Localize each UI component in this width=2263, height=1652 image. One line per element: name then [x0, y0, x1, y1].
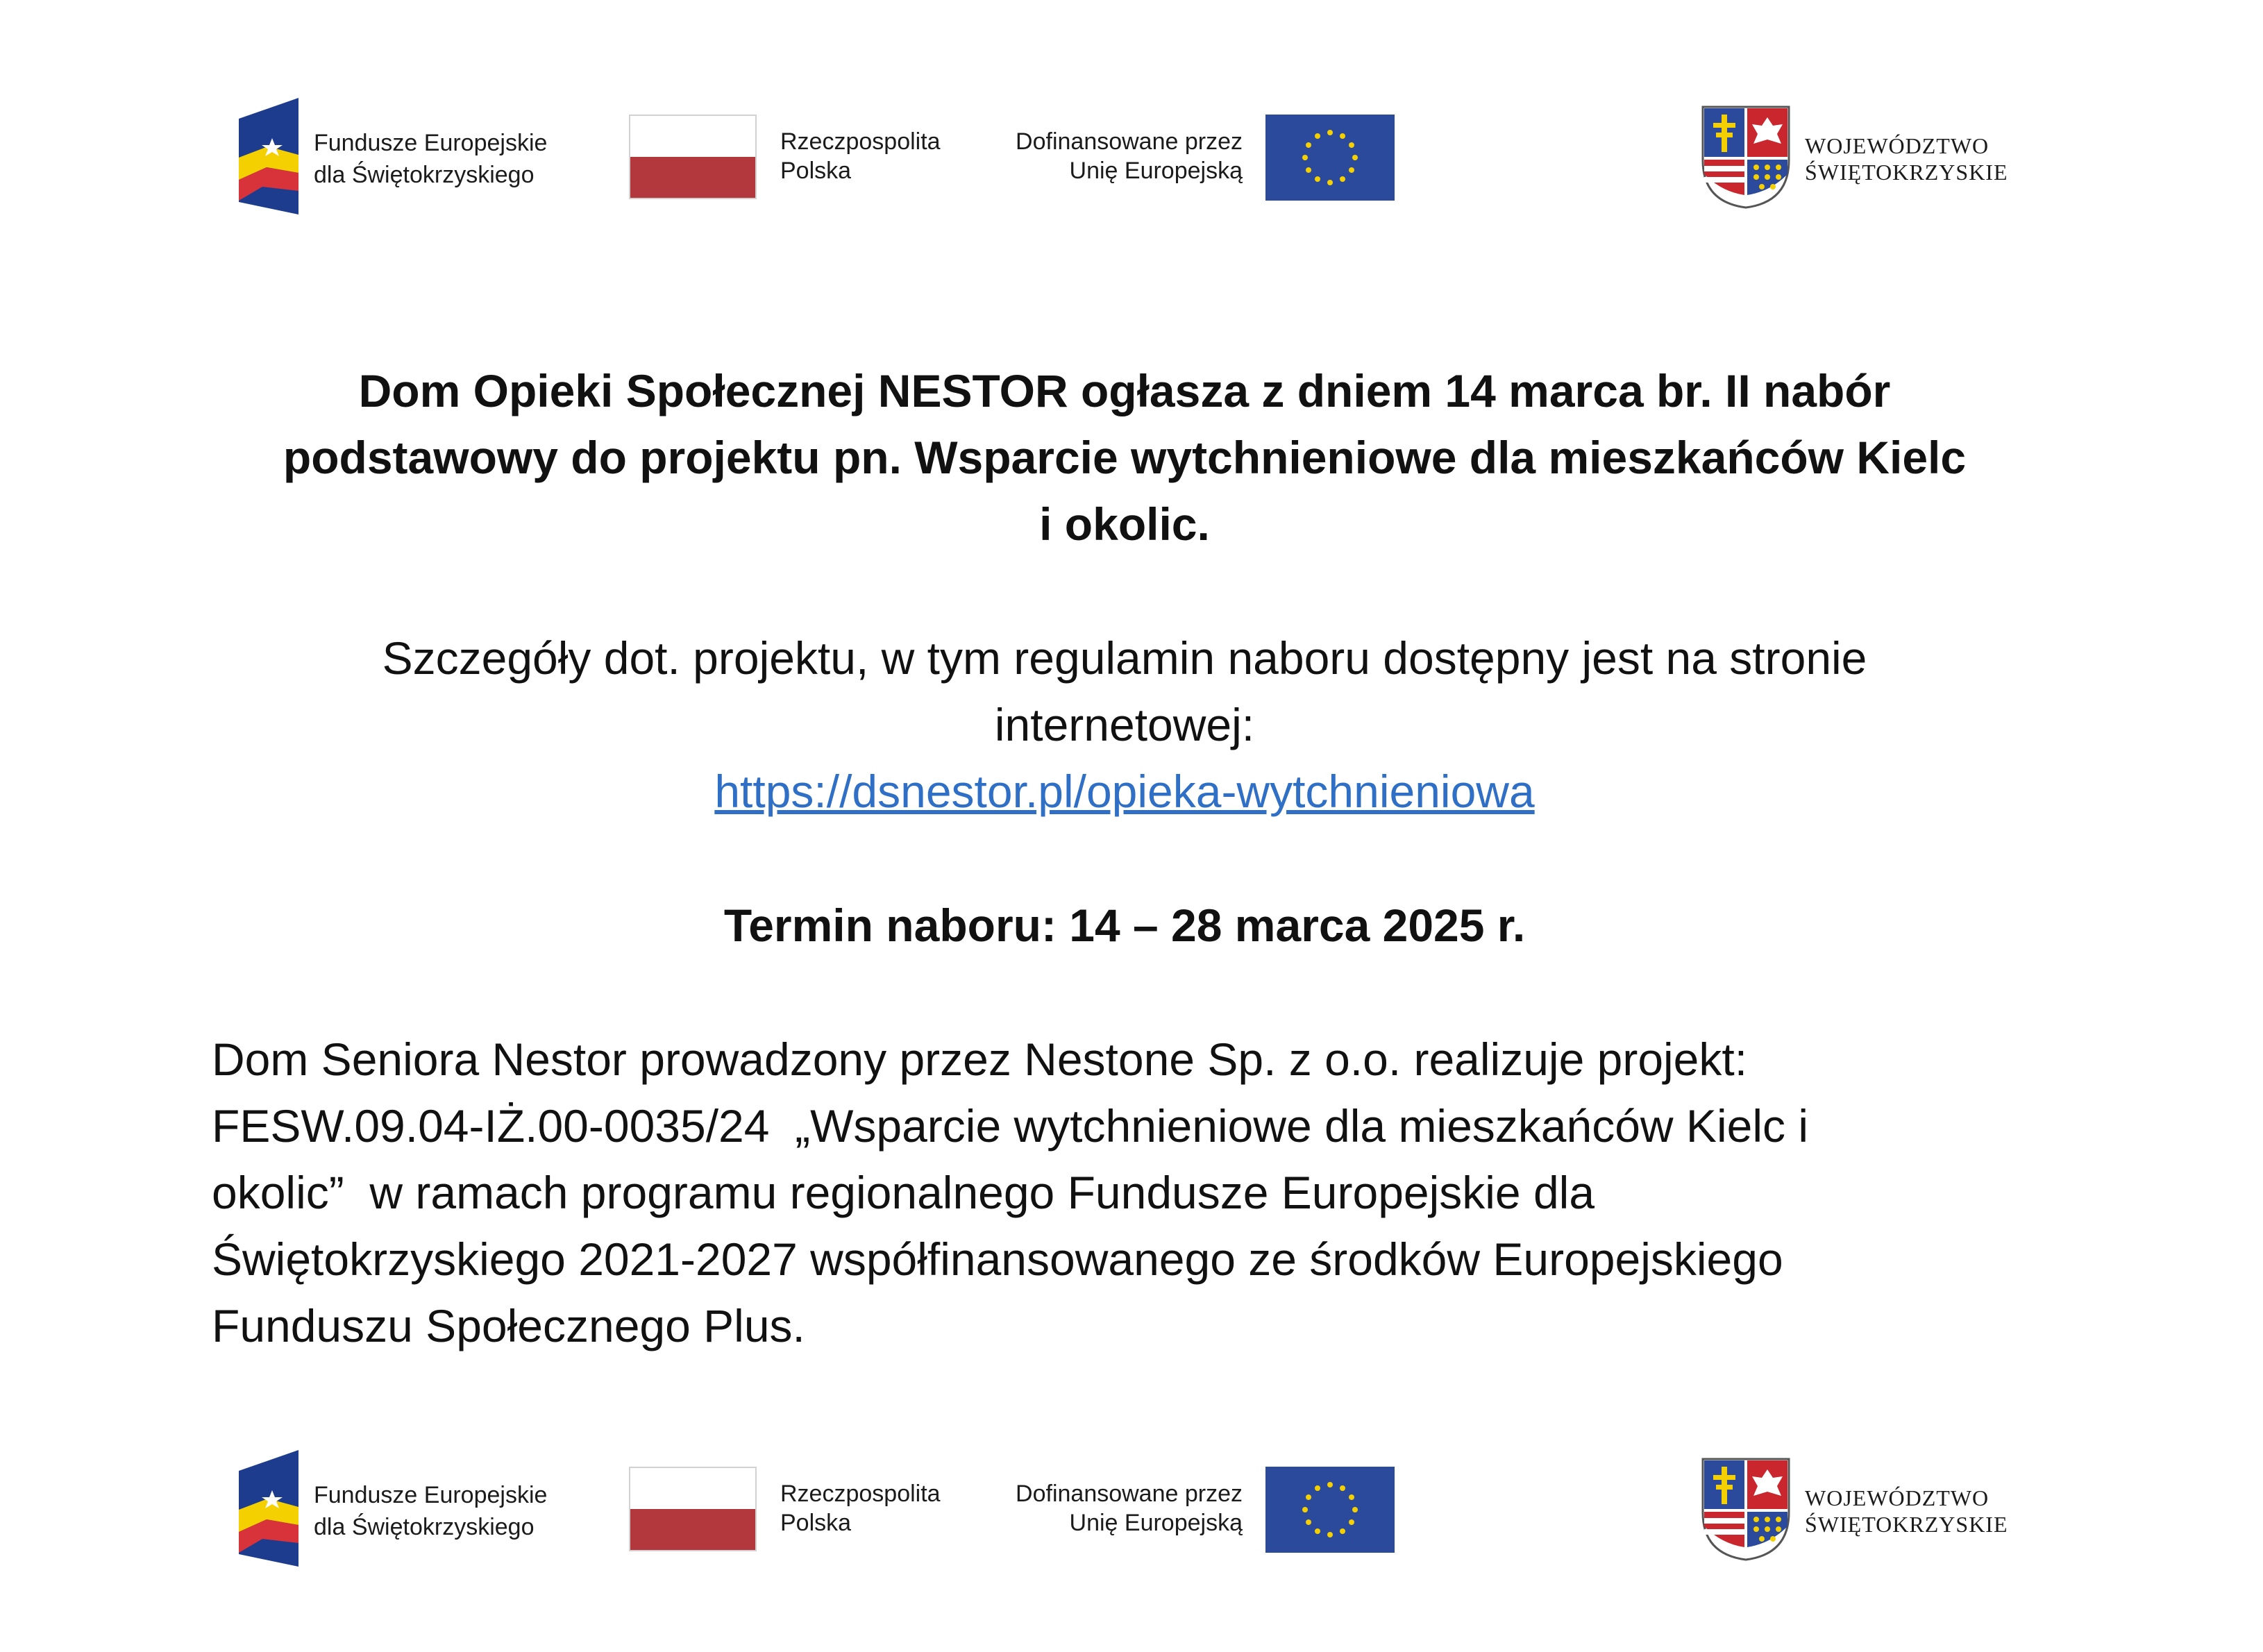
coat-of-arms-icon	[1701, 1457, 1791, 1561]
project-line3: okolic” w ramach programu regionalnego Fundusze Europejskie dla	[212, 1167, 1595, 1218]
rp-line1: Rzeczpospolita	[780, 1481, 941, 1507]
coat-of-arms-icon	[1701, 105, 1791, 209]
deadline: Termin naboru: 14 – 28 marca 2025 r.	[723, 900, 1526, 951]
wojewodztwo-swietokrzyskie-logo	[1701, 94, 2020, 219]
logo-bar-top	[0, 94, 2263, 219]
rp-line2: Polska	[780, 158, 852, 184]
project-line4: Świętokrzyskiego 2021-2027 współfinansowanego ze środków Europejskiego	[212, 1233, 1783, 1285]
wojewodztwo-swietokrzyskie-logo	[1701, 1446, 2020, 1571]
ue-line1: Dofinansowane przez	[1016, 1481, 1243, 1507]
project-line5: Funduszu Społecznego Plus.	[212, 1300, 805, 1351]
eu-flag-icon	[1265, 115, 1395, 201]
fe-line1: Fundusze Europejskie	[314, 130, 548, 156]
project-link[interactable]: https://dsnestor.pl/opieka-wytchnieniowa	[714, 766, 1535, 817]
fe-emblem-icon	[239, 1450, 298, 1567]
polish-flag-icon	[629, 1467, 757, 1551]
rp-line2: Polska	[780, 1510, 852, 1536]
headline-line2: podstawowy do projektu pn. Wsparcie wytchnieniowe dla mieszkańców Kielc	[283, 432, 1967, 483]
headline	[208, 357, 2041, 557]
fe-line2: dla Świętokrzyskiego	[314, 162, 535, 188]
ws-line2: ŚWIĘTOKRZYSKIE	[1805, 160, 2008, 185]
ws-line1: WOJEWÓDZTWO	[1805, 1485, 1989, 1510]
fundusze-europejskie-logo	[239, 94, 600, 219]
headline-line3: i okolic.	[1039, 498, 1210, 550]
logo-bar-bottom	[0, 1446, 2263, 1571]
polish-flag-icon	[629, 115, 757, 199]
ws-line2: ŚWIĘTOKRZYSKIE	[1805, 1512, 2008, 1537]
ws-line1: WOJEWÓDZTWO	[1805, 133, 1989, 158]
project-line1: Dom Seniora Nestor prowadzony przez Nestone Sp. z o.o. realizuje projekt:	[212, 1034, 1748, 1085]
rzeczpospolita-polska-logo	[629, 94, 976, 219]
ue-line2: Unię Europejską	[1069, 158, 1243, 184]
eu-flag-icon	[1265, 1467, 1395, 1553]
rp-line1: Rzeczpospolita	[780, 128, 941, 155]
unia-europejska-logo	[986, 1446, 1402, 1571]
headline-line1: Dom Opieki Społecznej NESTOR ogłasza z dniem 14 marca br. II nabór	[358, 365, 1891, 416]
details	[208, 625, 2041, 825]
project-line2: FESW.09.04-IŻ.00-0035/24 „Wsparcie wytchnieniowe dla mieszkańców Kielc i	[212, 1100, 1808, 1152]
details-line1: Szczegóły dot. projektu, w tym regulamin naboru dostępny jest na stronie	[382, 632, 1867, 684]
project-description	[212, 1026, 1968, 1359]
ue-line2: Unię Europejską	[1069, 1510, 1243, 1536]
fe-line2: dla Świętokrzyskiego	[314, 1514, 535, 1540]
unia-europejska-logo	[986, 94, 1402, 219]
fundusze-europejskie-logo	[239, 1446, 600, 1571]
fe-emblem-icon	[239, 98, 298, 214]
fe-line1: Fundusze Europejskie	[314, 1482, 548, 1508]
rzeczpospolita-polska-logo	[629, 1446, 976, 1571]
details-line2: internetowej:	[994, 699, 1255, 750]
ue-line1: Dofinansowane przez	[1016, 128, 1243, 155]
